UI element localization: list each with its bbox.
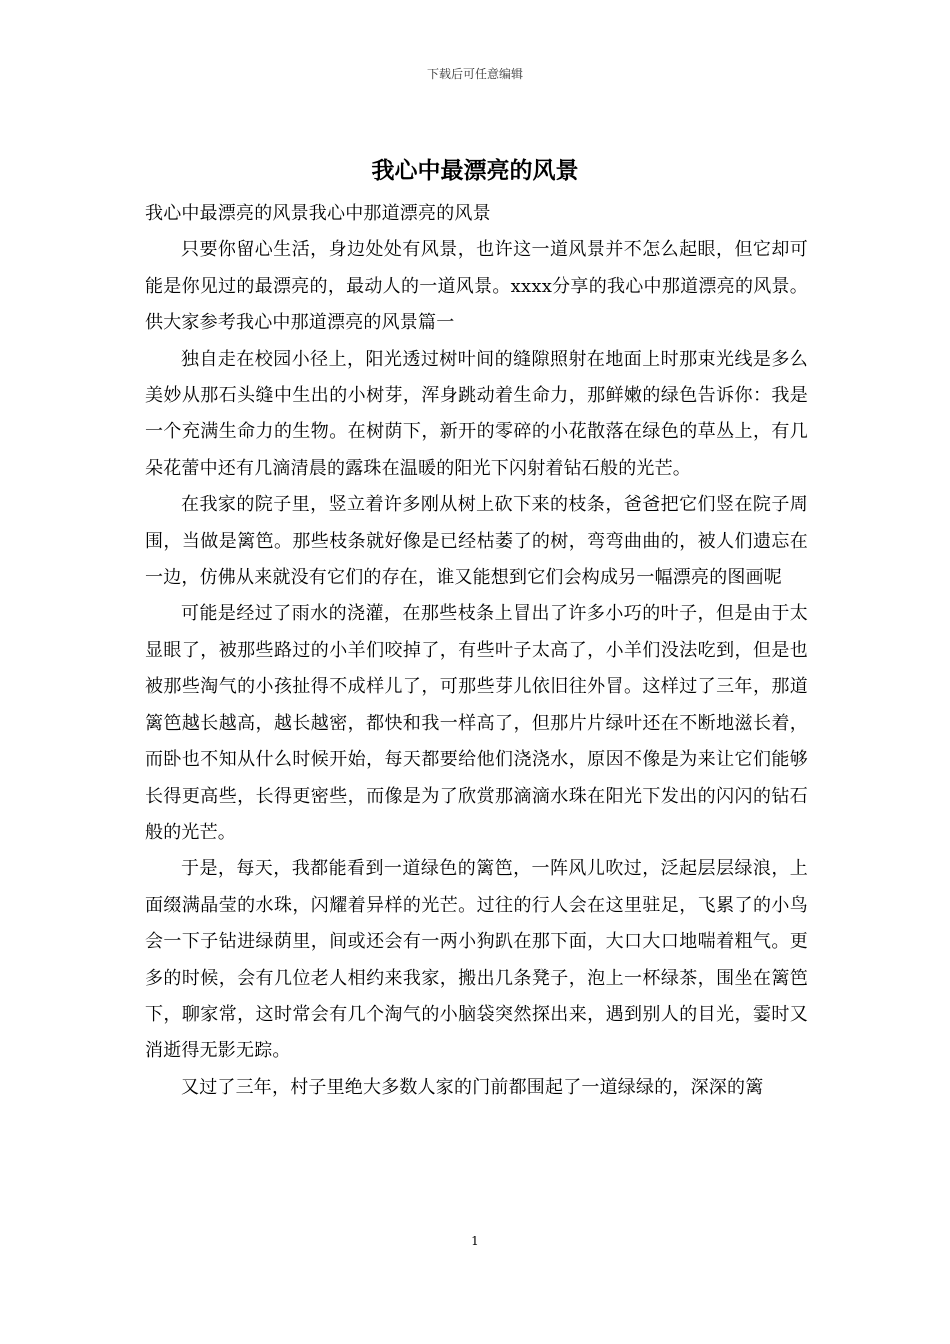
- paragraph-6: 又过了三年，村子里绝大多数人家的门前都围起了一道绿绿的，深深的篱: [181, 1076, 764, 1098]
- paragraph-3: 在我家的院子里，竖立着许多刚从树上砍下来的枝条，爸爸把它们竖在院子周围，当做是篱笆。那些枝条就好像是已经枯萎了的树，弯弯曲曲的，被人们遗忘在一边，仿佛从来就没有它们的存在，谁又能想到它们会构成另一幅漂亮的图画呢: [145, 494, 808, 589]
- paragraph-5: 于是，每天，我都能看到一道绿色的篱笆，一阵风儿吹过，泛起层层绿浪，上面缀满晶莹的水珠，闪耀着异样的光芒。过往的行人会在这里驻足，飞累了的小鸟会一下子钻进绿荫里，间或还会有一两小狗趴在那下面，大口大口地喘着粗气。更多的时候，会有几位老人相约来我家，搬出几条凳子，泡上一杯绿茶，围坐在篱笆下，聊家常，这时常会有几个淘气的小脑袋突然探出来，遇到别人的目光，霎时又消逝得无影无踪。: [145, 858, 808, 1062]
- document-body: [145, 196, 808, 1106]
- document-title: 我心中最漂亮的风景: [371, 157, 579, 184]
- header-note: 下载后可任意编辑: [426, 67, 523, 81]
- paragraph-1: 只要你留心生活，身边处处有风景，也许这一道风景并不怎么起眼，但它却可能是你见过的最漂亮的，最动人的一道风景。xxxx分享的我心中那道漂亮的风景。供大家参考我心中那道漂亮的风景篇一: [145, 239, 808, 334]
- document-subtitle: 我心中最漂亮的风景我心中那道漂亮的风景: [145, 203, 491, 224]
- paragraph-4: 可能是经过了雨水的浇灌，在那些枝条上冒出了许多小巧的叶子，但是由于太显眼了，被那些路过的小羊们咬掉了，有些叶子太高了，小羊们没法吃到，但是也被那些淘气的小孩扯得不成样儿了，可那些芽儿依旧往外冒。这样过了三年，那道篱笆越长越高，越长越密，都快和我一样高了，但那片片绿叶还在不断地滋长着，而卧也不知从什么时候开始，每天都要给他们浇浇水，原因不像是为来让它们能够长得更高些，长得更密些，而像是为了欣赏那滴滴水珠在阳光下发出的闪闪的钻石般的光芒。: [145, 603, 808, 843]
- page-number: 1: [471, 1234, 479, 1248]
- paragraph-2: 独自走在校园小径上，阳光透过树叶间的缝隙照射在地面上时那束光线是多么美妙从那石头缝中生出的小树芽，浑身跳动着生命力，那鲜嫩的绿色告诉你：我是一个充满生命力的生物。在树荫下，新开的零碎的小花散落在绿色的草丛上，有几朵花蕾中还有几滴清晨的露珠在温暖的阳光下闪射着钻石般的光芒。: [145, 348, 808, 479]
